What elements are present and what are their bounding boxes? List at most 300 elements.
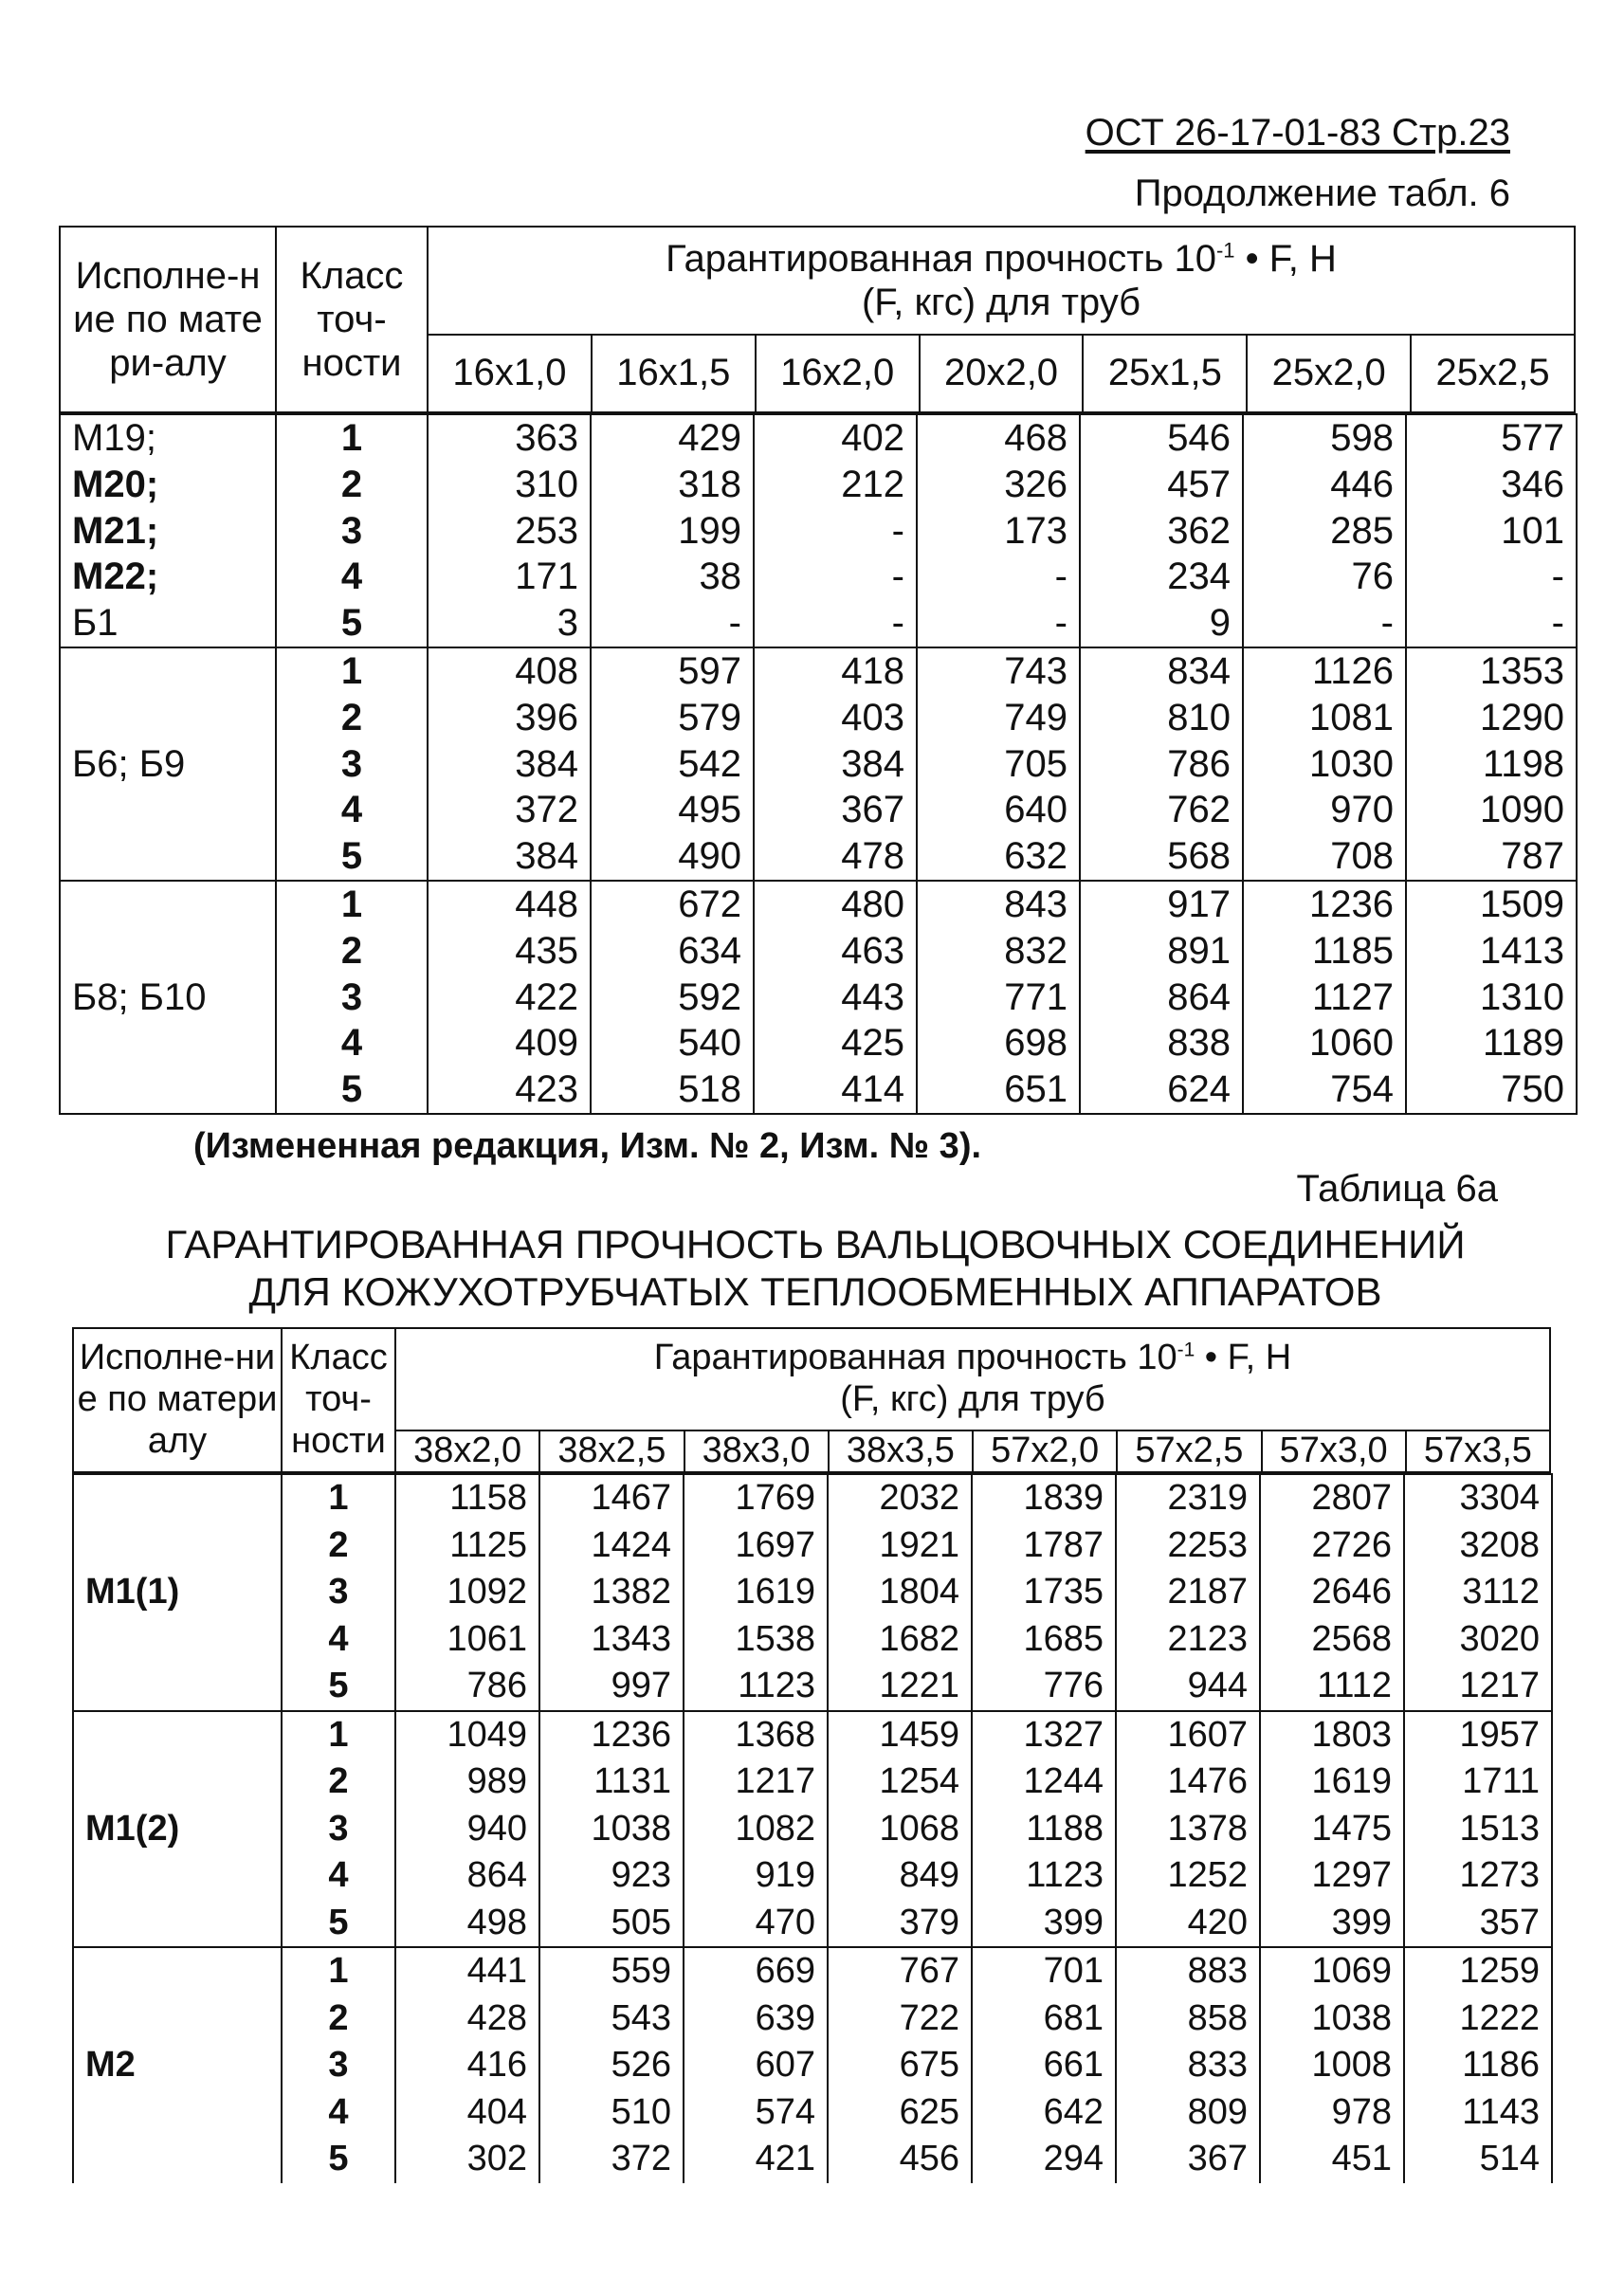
- value-cell: 681: [972, 1995, 1116, 2043]
- value-cell: 809: [1116, 2089, 1260, 2137]
- material-cell: Б1: [60, 600, 276, 647]
- value-cell: 1259: [1404, 1947, 1552, 1995]
- class-cell: 5: [282, 1663, 395, 1711]
- material-column-header: Исполне-ние по материалу: [74, 1329, 283, 1471]
- value-cell: 698: [917, 1020, 1080, 1066]
- table6-body: [59, 413, 1578, 1115]
- value-cell: 510: [539, 2089, 684, 2137]
- table-row: [60, 414, 1577, 462]
- value-cell: 1290: [1406, 695, 1577, 741]
- column-header-2: 38х3,0: [685, 1430, 830, 1471]
- class-cell: 5: [276, 600, 428, 647]
- value-cell: 384: [754, 741, 917, 788]
- value-cell: 2187: [1116, 1569, 1260, 1616]
- value-cell: 559: [539, 1947, 684, 1995]
- value-cell: 598: [1243, 414, 1406, 462]
- value-cell: 294: [972, 2136, 1116, 2183]
- value-cell: 546: [1080, 414, 1243, 462]
- table-row: [60, 741, 1577, 788]
- value-cell: 632: [917, 833, 1080, 881]
- column-header-3: 20х2,0: [921, 334, 1085, 411]
- value-cell: 451: [1260, 2136, 1404, 2183]
- column-header-4: 57х2,0: [974, 1430, 1118, 1471]
- value-cell: 754: [1243, 1066, 1406, 1114]
- material-cell: М22;: [60, 554, 276, 600]
- value-cell: 1049: [395, 1711, 539, 1759]
- value-cell: 891: [1080, 928, 1243, 975]
- table6a-header: [72, 1327, 1551, 1473]
- value-cell: 917: [1080, 881, 1243, 928]
- class-cell: 5: [282, 1900, 395, 1948]
- value-cell: 1787: [972, 1522, 1116, 1570]
- value-cell: -: [591, 600, 754, 647]
- value-cell: 750: [1406, 1066, 1577, 1114]
- value-cell: 1685: [972, 1616, 1116, 1664]
- value-cell: 997: [539, 1663, 684, 1711]
- value-cell: 2568: [1260, 1616, 1404, 1664]
- value-cell: 384: [428, 741, 591, 788]
- value-cell: 1125: [395, 1522, 539, 1570]
- value-cell: 542: [591, 741, 754, 788]
- value-cell: 326: [917, 462, 1080, 508]
- value-cell: 1735: [972, 1569, 1116, 1616]
- value-cell: 1038: [539, 1806, 684, 1853]
- value-cell: 346: [1406, 462, 1577, 508]
- value-cell: 577: [1406, 414, 1577, 462]
- class-cell: 4: [282, 2089, 395, 2137]
- material-cell: М1(2): [73, 1711, 282, 1948]
- table-row: [60, 881, 1577, 928]
- value-cell: 399: [972, 1900, 1116, 1948]
- table-row: [60, 508, 1577, 555]
- value-cell: 1030: [1243, 741, 1406, 788]
- value-cell: 675: [828, 2042, 972, 2089]
- value-cell: 173: [917, 508, 1080, 555]
- class-cell: 3: [282, 2042, 395, 2089]
- revision-note: (Измененная редакция, Изм. № 2, Изм. № 3).: [193, 1126, 982, 1166]
- value-cell: 422: [428, 975, 591, 1021]
- strength-header: [396, 1329, 1549, 1431]
- column-header-1: 16х1,5: [593, 334, 757, 411]
- table-row: [73, 1900, 1552, 1948]
- value-cell: 425: [754, 1020, 917, 1066]
- column-header-5: 25х2,0: [1248, 334, 1412, 411]
- value-cell: 1143: [1404, 2089, 1552, 2137]
- value-cell: 1112: [1260, 1663, 1404, 1711]
- value-cell: 634: [591, 928, 754, 975]
- value-cell: 1254: [828, 1758, 972, 1806]
- value-cell: 592: [591, 975, 754, 1021]
- class-cell: 2: [282, 1522, 395, 1570]
- value-cell: 372: [539, 2136, 684, 2183]
- column-header-6: 25х2,5: [1435, 351, 1550, 393]
- value-cell: 3304: [1404, 1474, 1552, 1522]
- value-cell: 1476: [1116, 1758, 1260, 1806]
- value-cell: 404: [395, 2089, 539, 2137]
- value-cell: 367: [754, 787, 917, 833]
- value-cell: 1236: [539, 1711, 684, 1759]
- value-cell: 607: [684, 2042, 828, 2089]
- value-cell: 776: [972, 1663, 1116, 1711]
- value-cell: 1123: [972, 1852, 1116, 1900]
- table-row: [60, 787, 1577, 833]
- value-cell: 883: [1116, 1947, 1260, 1995]
- value-cell: 480: [754, 881, 917, 928]
- value-cell: 978: [1260, 2089, 1404, 2137]
- strength-header-unit: • F, Н: [1234, 238, 1337, 280]
- value-cell: 253: [428, 508, 591, 555]
- value-cell: 1222: [1404, 1995, 1552, 2043]
- value-cell: -: [1243, 600, 1406, 647]
- material-cell: М2: [73, 1947, 282, 2183]
- value-cell: 642: [972, 2089, 1116, 2137]
- column-header-3: 38х3,5: [830, 1430, 974, 1471]
- value-cell: 372: [428, 787, 591, 833]
- value-cell: 787: [1406, 833, 1577, 881]
- material-cell: М21;: [60, 508, 276, 555]
- value-cell: 864: [1080, 975, 1243, 1021]
- value-cell: 540: [591, 1020, 754, 1066]
- value-cell: 923: [539, 1852, 684, 1900]
- strength-header-text: Гарантированная прочность 10: [666, 238, 1216, 280]
- value-cell: 428: [395, 1995, 539, 2043]
- value-cell: 171: [428, 554, 591, 600]
- table6a-title-line2: ДЛЯ КОЖУХОТРУБЧАТЫХ ТЕПЛООБМЕННЫХ АППАРАТОВ: [248, 1269, 1382, 1314]
- strength-header-subtitle: (F, кгс) для труб: [861, 282, 1141, 323]
- table-row: [60, 600, 1577, 647]
- value-cell: 1158: [395, 1474, 539, 1522]
- value-cell: 76: [1243, 554, 1406, 600]
- value-cell: 786: [395, 1663, 539, 1711]
- value-cell: 1343: [539, 1616, 684, 1664]
- value-cell: 1244: [972, 1758, 1116, 1806]
- value-cell: 379: [828, 1900, 972, 1948]
- value-cell: 1513: [1404, 1806, 1552, 1853]
- value-cell: 843: [917, 881, 1080, 928]
- value-cell: -: [754, 508, 917, 555]
- table-row: [73, 2042, 1552, 2089]
- value-cell: -: [917, 600, 1080, 647]
- value-cell: 416: [395, 2042, 539, 2089]
- value-cell: 1607: [1116, 1711, 1260, 1759]
- value-cell: 1068: [828, 1806, 972, 1853]
- table-row: [73, 2089, 1552, 2137]
- column-header-0: 16х1,0: [429, 334, 593, 411]
- value-cell: 640: [917, 787, 1080, 833]
- value-cell: 514: [1404, 2136, 1552, 2183]
- value-cell: 625: [828, 2089, 972, 2137]
- table-row: [60, 695, 1577, 741]
- value-cell: 402: [754, 414, 917, 462]
- value-cell: 526: [539, 2042, 684, 2089]
- strength-header: [429, 228, 1574, 336]
- value-cell: 1188: [972, 1806, 1116, 1853]
- value-cell: 1090: [1406, 787, 1577, 833]
- value-cell: 1327: [972, 1711, 1116, 1759]
- value-cell: 1297: [1260, 1852, 1404, 1900]
- value-cell: 302: [395, 2136, 539, 2183]
- class-cell: 1: [276, 647, 428, 695]
- value-cell: 470: [684, 1900, 828, 1948]
- class-cell: 4: [282, 1616, 395, 1664]
- value-cell: 833: [1116, 2042, 1260, 2089]
- table-row: [73, 1806, 1552, 1853]
- value-cell: 786: [1080, 741, 1243, 788]
- value-cell: 310: [428, 462, 591, 508]
- value-cell: 443: [754, 975, 917, 1021]
- value-cell: 38: [591, 554, 754, 600]
- value-cell: 639: [684, 1995, 828, 2043]
- table-row: [73, 1947, 1552, 1995]
- value-cell: 199: [591, 508, 754, 555]
- value-cell: 1509: [1406, 881, 1577, 928]
- value-cell: 1060: [1243, 1020, 1406, 1066]
- value-cell: 414: [754, 1066, 917, 1114]
- value-cell: 1467: [539, 1474, 684, 1522]
- value-cell: 1697: [684, 1522, 828, 1570]
- value-cell: 1092: [395, 1569, 539, 1616]
- value-cell: 1424: [539, 1522, 684, 1570]
- table-row: [73, 2136, 1552, 2183]
- value-cell: 864: [395, 1852, 539, 1900]
- value-cell: 2807: [1260, 1474, 1404, 1522]
- value-cell: 1921: [828, 1522, 972, 1570]
- value-cell: 1769: [684, 1474, 828, 1522]
- value-cell: 2726: [1260, 1522, 1404, 1570]
- table-row: [73, 1758, 1552, 1806]
- table-row: [73, 1711, 1552, 1759]
- class-cell: 4: [276, 787, 428, 833]
- value-cell: 672: [591, 881, 754, 928]
- value-cell: 3208: [1404, 1522, 1552, 1570]
- class-cell: 2: [276, 462, 428, 508]
- value-cell: 834: [1080, 647, 1243, 695]
- value-cell: 1236: [1243, 881, 1406, 928]
- class-column-header: Класс точ-ности: [283, 1329, 396, 1471]
- class-cell: 5: [276, 833, 428, 881]
- value-cell: 429: [591, 414, 754, 462]
- class-cell: 3: [276, 975, 428, 1021]
- value-cell: 403: [754, 695, 917, 741]
- value-cell: 490: [591, 833, 754, 881]
- column-header-1: 38х2,5: [540, 1430, 684, 1471]
- value-cell: 1353: [1406, 647, 1577, 695]
- value-cell: 1803: [1260, 1711, 1404, 1759]
- value-cell: 495: [591, 787, 754, 833]
- table6a-title-line1: ГАРАНТИРОВАННАЯ ПРОЧНОСТЬ ВАЛЬЦОВОЧНЫХ СОЕДИНЕНИЙ: [165, 1222, 1466, 1266]
- value-cell: 1217: [1404, 1663, 1552, 1711]
- value-cell: 418: [754, 647, 917, 695]
- value-cell: 1189: [1406, 1020, 1577, 1066]
- value-cell: 1123: [684, 1663, 828, 1711]
- pipe-size-columns: [429, 334, 1574, 411]
- strength-header-subtitle: (F, кгс) для труб: [840, 1379, 1105, 1419]
- class-column-header: Класс точ-ности: [277, 228, 429, 411]
- value-cell: -: [754, 600, 917, 647]
- value-cell: 1368: [684, 1711, 828, 1759]
- class-cell: 1: [276, 414, 428, 462]
- class-cell: 5: [282, 2136, 395, 2183]
- value-cell: 1082: [684, 1806, 828, 1853]
- table-row: [73, 1663, 1552, 1711]
- column-header-4: 25х1,5: [1084, 334, 1248, 411]
- value-cell: -: [1406, 554, 1577, 600]
- material-cell: М20;: [60, 462, 276, 508]
- value-cell: 318: [591, 462, 754, 508]
- table-row: [73, 1995, 1552, 2043]
- value-cell: 367: [1116, 2136, 1260, 2183]
- document-reference: ОСТ 26-17-01-83 Стр.23: [1085, 112, 1510, 154]
- value-cell: 1186: [1404, 2042, 1552, 2089]
- table-row: [73, 1569, 1552, 1616]
- class-cell: 2: [276, 695, 428, 741]
- column-header-0: 38х2,0: [396, 1430, 540, 1471]
- value-cell: 574: [684, 2089, 828, 2137]
- pipe-size-columns: [396, 1430, 1549, 1471]
- value-cell: 597: [591, 647, 754, 695]
- value-cell: 456: [828, 2136, 972, 2183]
- value-cell: 2123: [1116, 1616, 1260, 1664]
- table-row: [60, 975, 1577, 1021]
- value-cell: 384: [428, 833, 591, 881]
- value-cell: 651: [917, 1066, 1080, 1114]
- value-cell: 1061: [395, 1616, 539, 1664]
- value-cell: 722: [828, 1995, 972, 2043]
- class-cell: 3: [276, 508, 428, 555]
- value-cell: 989: [395, 1758, 539, 1806]
- table6a-body: [72, 1473, 1553, 2183]
- value-cell: 362: [1080, 508, 1243, 555]
- value-cell: 399: [1260, 1900, 1404, 1948]
- table-row: [60, 833, 1577, 881]
- value-cell: 498: [395, 1900, 539, 1948]
- value-cell: 661: [972, 2042, 1116, 2089]
- value-cell: 771: [917, 975, 1080, 1021]
- table6-header: [59, 226, 1576, 413]
- table-row: [60, 647, 1577, 695]
- column-header-2: 16х2,0: [757, 334, 921, 411]
- class-cell: 4: [282, 1852, 395, 1900]
- class-cell: 1: [282, 1711, 395, 1759]
- table-continuation-label: Продолжение табл. 6: [1134, 173, 1510, 214]
- value-cell: 1252: [1116, 1852, 1260, 1900]
- value-cell: 849: [828, 1852, 972, 1900]
- value-cell: 838: [1080, 1020, 1243, 1066]
- class-cell: 2: [282, 1758, 395, 1806]
- value-cell: 832: [917, 928, 1080, 975]
- value-cell: 1185: [1243, 928, 1406, 975]
- value-cell: 1682: [828, 1616, 972, 1664]
- value-cell: 2032: [828, 1474, 972, 1522]
- column-header-5: 57х2,5: [1118, 1430, 1262, 1471]
- value-cell: 705: [917, 741, 1080, 788]
- value-cell: 101: [1406, 508, 1577, 555]
- table-row: [73, 1474, 1552, 1522]
- value-cell: 1273: [1404, 1852, 1552, 1900]
- class-cell: 3: [282, 1806, 395, 1853]
- value-cell: 363: [428, 414, 591, 462]
- value-cell: 468: [917, 414, 1080, 462]
- value-cell: 1069: [1260, 1947, 1404, 1995]
- strength-header-exponent: -1: [1215, 238, 1235, 263]
- class-cell: 2: [276, 928, 428, 975]
- table6a-title: [57, 1221, 1574, 1316]
- value-cell: 1310: [1406, 975, 1577, 1021]
- value-cell: 396: [428, 695, 591, 741]
- material-column-header: Исполне-ние по матери-алу: [61, 228, 277, 411]
- class-cell: 5: [276, 1066, 428, 1114]
- class-cell: 3: [276, 741, 428, 788]
- value-cell: 3: [428, 600, 591, 647]
- value-cell: 505: [539, 1900, 684, 1948]
- value-cell: 3020: [1404, 1616, 1552, 1664]
- value-cell: -: [1406, 600, 1577, 647]
- value-cell: 357: [1404, 1900, 1552, 1948]
- value-cell: 1127: [1243, 975, 1406, 1021]
- material-cell: М19;: [60, 414, 276, 462]
- value-cell: 701: [972, 1947, 1116, 1995]
- value-cell: 579: [591, 695, 754, 741]
- table-row: [60, 462, 1577, 508]
- value-cell: 478: [754, 833, 917, 881]
- table-row: [73, 1852, 1552, 1900]
- value-cell: 1538: [684, 1616, 828, 1664]
- value-cell: 408: [428, 647, 591, 695]
- value-cell: 441: [395, 1947, 539, 1995]
- value-cell: 9: [1080, 600, 1243, 647]
- value-cell: 421: [684, 2136, 828, 2183]
- table-row: [73, 1616, 1552, 1664]
- value-cell: 1957: [1404, 1711, 1552, 1759]
- value-cell: 1804: [828, 1569, 972, 1616]
- strength-header-unit: • F, Н: [1195, 1338, 1292, 1378]
- value-cell: 568: [1080, 833, 1243, 881]
- value-cell: 1198: [1406, 741, 1577, 788]
- value-cell: 518: [591, 1066, 754, 1114]
- value-cell: 970: [1243, 787, 1406, 833]
- column-header-6: 57х3,0: [1263, 1430, 1407, 1471]
- value-cell: 1126: [1243, 647, 1406, 695]
- value-cell: 448: [428, 881, 591, 928]
- value-cell: 944: [1116, 1663, 1260, 1711]
- value-cell: 940: [395, 1806, 539, 1853]
- class-cell: 1: [282, 1947, 395, 1995]
- value-cell: 1038: [1260, 1995, 1404, 2043]
- value-cell: 1382: [539, 1569, 684, 1616]
- value-cell: 457: [1080, 462, 1243, 508]
- value-cell: 2253: [1116, 1522, 1260, 1570]
- value-cell: 2319: [1116, 1474, 1260, 1522]
- value-cell: 919: [684, 1852, 828, 1900]
- value-cell: 1711: [1404, 1758, 1552, 1806]
- table-row: [60, 1066, 1577, 1114]
- value-cell: 624: [1080, 1066, 1243, 1114]
- material-cell: Б6; Б9: [60, 647, 276, 881]
- value-cell: 1081: [1243, 695, 1406, 741]
- value-cell: 767: [828, 1947, 972, 1995]
- value-cell: 409: [428, 1020, 591, 1066]
- table-row: [73, 1522, 1552, 1570]
- table-row: [60, 1020, 1577, 1066]
- value-cell: 708: [1243, 833, 1406, 881]
- value-cell: 234: [1080, 554, 1243, 600]
- value-cell: 749: [917, 695, 1080, 741]
- value-cell: 1619: [1260, 1758, 1404, 1806]
- value-cell: 1378: [1116, 1806, 1260, 1853]
- value-cell: 446: [1243, 462, 1406, 508]
- value-cell: 1475: [1260, 1806, 1404, 1853]
- value-cell: 543: [539, 1995, 684, 2043]
